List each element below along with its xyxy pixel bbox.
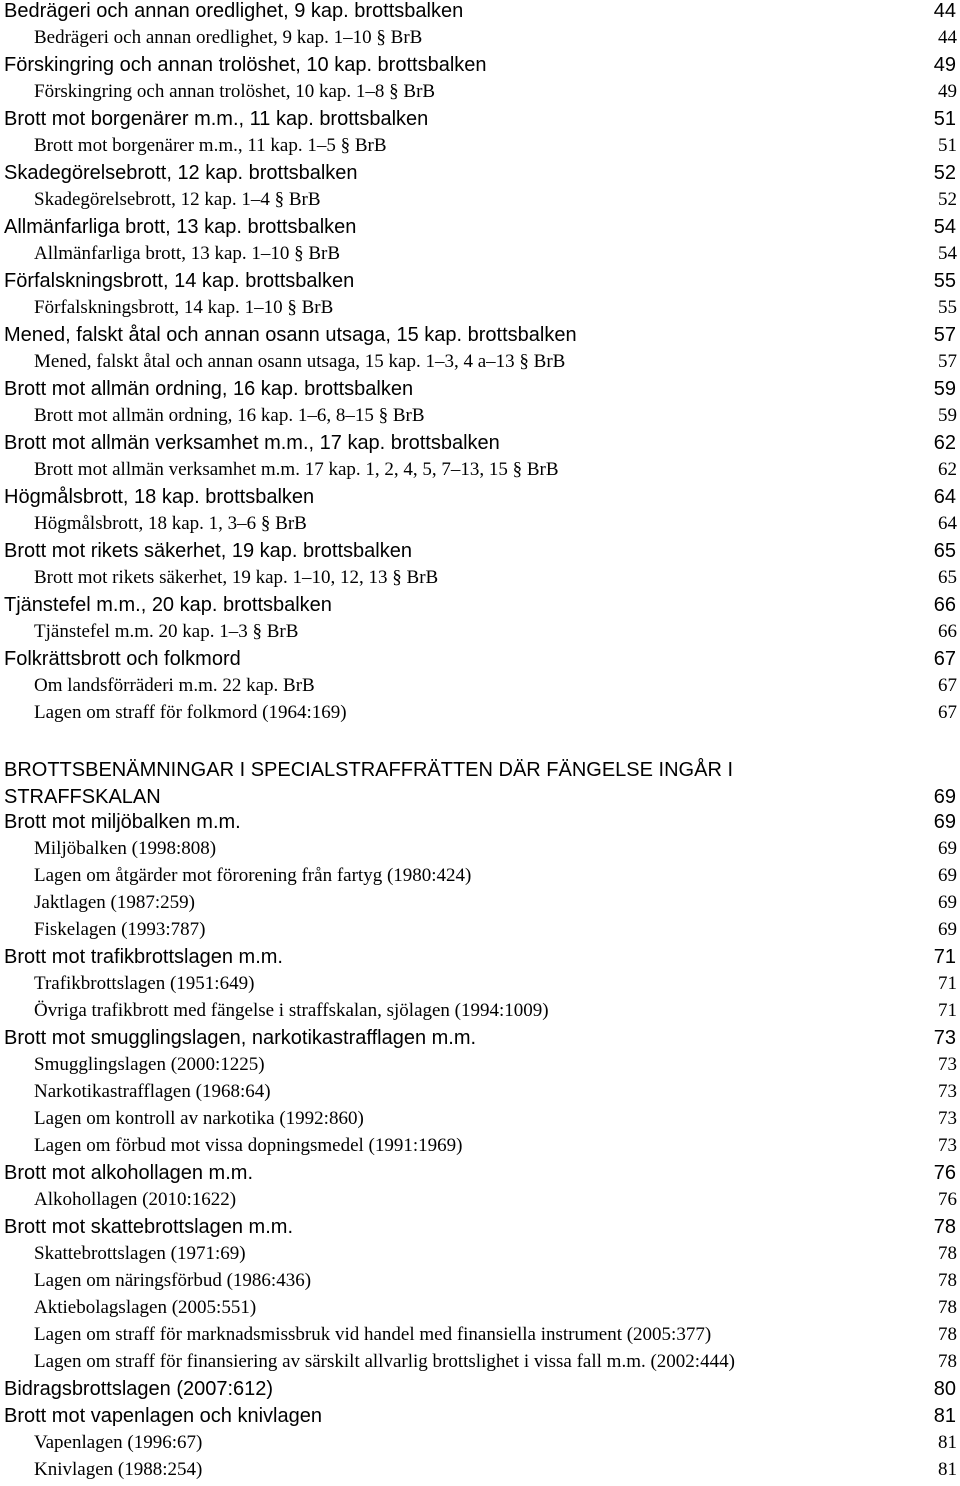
toc-subentry[interactable]	[0, 567, 960, 594]
toc-entry-title: Högmålsbrott, 18 kap. brottsbalken	[4, 486, 315, 508]
toc-entry-title: Brott mot rikets säkerhet, 19 kap. 1–10, 12, 13 § BrB	[34, 567, 439, 588]
toc-entry-title: Högmålsbrott, 18 kap. 1, 3–6 § BrB	[34, 513, 307, 534]
toc-chapter-entry[interactable]	[0, 108, 960, 135]
toc-entry-title: Brott mot borgenärer m.m., 11 kap. 1–5 § BrB	[34, 135, 387, 156]
toc-entry-title: Trafikbrottslagen (1951:649)	[34, 973, 255, 994]
toc-subentry[interactable]	[0, 243, 960, 270]
toc-subentry[interactable]	[0, 865, 960, 892]
toc-entry-title: Förskingring och annan trolöshet, 10 kap. 1–8 § BrB	[34, 81, 436, 102]
toc-subentry[interactable]	[0, 919, 960, 946]
toc-chapter-entry[interactable]	[0, 1027, 960, 1054]
toc-entry-title: Tjänstefel m.m. 20 kap. 1–3 § BrB	[34, 621, 299, 642]
toc-chapter-entry[interactable]	[0, 648, 960, 675]
toc-chapter-entry[interactable]	[0, 432, 960, 459]
toc-entry-page: 78	[938, 1243, 957, 1264]
toc-entry-title: Brott mot allmän ordning, 16 kap. 1–6, 8–15 § BrB	[34, 405, 425, 426]
toc-subentry[interactable]	[0, 189, 960, 216]
toc-subentry[interactable]	[0, 1135, 960, 1162]
section-gap	[0, 729, 960, 757]
toc-entry-title: Bedrägeri och annan oredlighet, 9 kap. 1–10 § BrB	[34, 27, 423, 48]
toc-entry-page: 67	[938, 675, 957, 696]
toc-entry-title: Mened, falskt åtal och annan osann utsaga, 15 kap. brottsbalken	[4, 324, 577, 346]
toc-entry-title: Mened, falskt åtal och annan osann utsaga, 15 kap. 1–3, 4 a–13 § BrB	[34, 351, 566, 372]
toc-entry-page: 78	[938, 1297, 957, 1318]
toc-entry-page: 51	[938, 135, 957, 156]
toc-subentry[interactable]	[0, 1243, 960, 1270]
toc-chapter-entry[interactable]	[0, 811, 960, 838]
toc-entry-title: Alkohollagen (2010:1622)	[34, 1189, 237, 1210]
toc-subentry[interactable]	[0, 1459, 960, 1486]
toc-entry-page: 78	[938, 1351, 957, 1372]
toc-entry-page: 73	[933, 1027, 956, 1049]
toc-entry-page: 71	[938, 973, 957, 994]
toc-entry-page: 49	[933, 54, 956, 76]
toc-chapter-entry[interactable]	[0, 946, 960, 973]
section-heading-line1: BROTTSBENÄMNINGAR I SPECIALSTRAFFRÄTTEN DÄR FÄNGELSE INGÅR I	[4, 759, 733, 781]
toc-subentry[interactable]	[0, 1324, 960, 1351]
toc-entry-page: 44	[938, 27, 957, 48]
toc-entry-title: Allmänfarliga brott, 13 kap. 1–10 § BrB	[34, 243, 341, 264]
toc-entry-page: 71	[933, 946, 956, 968]
toc-entry-title: Brott mot allmän ordning, 16 kap. brottsbalken	[4, 378, 414, 400]
toc-entry-title: Om landsförräderi m.m. 22 kap. BrB	[34, 675, 315, 696]
toc-subentry[interactable]	[0, 1081, 960, 1108]
toc-entry-title: Jaktlagen (1987:259)	[34, 892, 195, 913]
toc-chapter-entry[interactable]	[0, 54, 960, 81]
toc-entry-title: Aktiebolagslagen (2005:551)	[34, 1297, 257, 1318]
toc-subentry[interactable]	[0, 1297, 960, 1324]
toc-entry-page: 69	[938, 892, 957, 913]
toc-entry-page: 69	[938, 838, 957, 859]
section-heading-page: 69	[933, 786, 956, 808]
toc-group-brottsbalken	[0, 0, 960, 729]
toc-entry-page: 73	[938, 1081, 957, 1102]
toc-chapter-entry[interactable]	[0, 0, 960, 27]
toc-entry-title: Övriga trafikbrott med fängelse i straffskalan, sjölagen (1994:1009)	[34, 1000, 549, 1021]
toc-entry-page: 64	[933, 486, 956, 508]
toc-entry-title: Lagen om kontroll av narkotika (1992:860)	[34, 1108, 364, 1129]
toc-entry-page: 67	[933, 648, 956, 670]
toc-chapter-entry[interactable]	[0, 216, 960, 243]
toc-chapter-entry[interactable]	[0, 1216, 960, 1243]
toc-entry-title: Skattebrottslagen (1971:69)	[34, 1243, 246, 1264]
toc-entry-title: Bidragsbrottslagen (2007:612)	[4, 1378, 274, 1400]
toc-entry-page: 44	[933, 0, 956, 22]
toc-chapter-entry[interactable]	[0, 162, 960, 189]
toc-entry-title: Lagen om åtgärder mot förorening från fartyg (1980:424)	[34, 865, 472, 886]
toc-chapter-entry[interactable]	[0, 324, 960, 351]
toc-entry-title: Brott mot smugglingslagen, narkotikastrafflagen m.m.	[4, 1027, 477, 1049]
toc-chapter-entry[interactable]	[0, 1405, 960, 1432]
toc-subentry[interactable]	[0, 513, 960, 540]
toc-entry-page: 69	[938, 919, 957, 940]
toc-entry-page: 76	[938, 1189, 957, 1210]
toc-entry-page: 55	[938, 297, 957, 318]
toc-subentry[interactable]	[0, 675, 960, 702]
toc-entry-title: Fiskelagen (1993:787)	[34, 919, 206, 940]
toc-entry-page: 80	[933, 1378, 956, 1400]
toc-entry-title: Brott mot allmän verksamhet m.m., 17 kap. brottsbalken	[4, 432, 500, 454]
toc-entry-page: 51	[933, 108, 956, 130]
toc-entry-title: Knivlagen (1988:254)	[34, 1459, 203, 1480]
toc-entry-page: 73	[938, 1108, 957, 1129]
toc-entry-title: Lagen om straff för marknadsmissbruk vid handel med finansiella instrument (2005:377)	[34, 1324, 712, 1345]
toc-entry-page: 65	[938, 567, 957, 588]
section-heading[interactable]	[0, 757, 960, 811]
toc-group-specialstraffratten	[0, 811, 960, 1486]
toc-subentry[interactable]	[0, 621, 960, 648]
toc-entry-page: 69	[933, 811, 956, 833]
toc-subentry[interactable]	[0, 1054, 960, 1081]
toc-entry-title: Bedrägeri och annan oredlighet, 9 kap. brottsbalken	[4, 0, 464, 22]
toc-subentry[interactable]	[0, 351, 960, 378]
toc-entry-page: 67	[938, 702, 957, 723]
toc-subentry[interactable]	[0, 838, 960, 865]
toc-entry-page: 73	[938, 1054, 957, 1075]
toc-entry-title: Miljöbalken (1998:808)	[34, 838, 217, 859]
toc-subentry[interactable]	[0, 405, 960, 432]
toc-entry-title: Brott mot skattebrottslagen m.m.	[4, 1216, 293, 1238]
toc-chapter-entry[interactable]	[0, 540, 960, 567]
toc-entry-page: 69	[938, 865, 957, 886]
toc-entry-page: 49	[938, 81, 957, 102]
toc-entry-title: Brott mot borgenärer m.m., 11 kap. brottsbalken	[4, 108, 429, 130]
toc-entry-title: Lagen om straff för folkmord (1964:169)	[34, 702, 347, 723]
toc-subentry[interactable]	[0, 1189, 960, 1216]
toc-entry-title: Smugglingslagen (2000:1225)	[34, 1054, 265, 1075]
toc-subentry[interactable]	[0, 1270, 960, 1297]
toc-entry-page: 62	[938, 459, 957, 480]
toc-entry-title: Brott mot allmän verksamhet m.m. 17 kap. 1, 2, 4, 5, 7–13, 15 § BrB	[34, 459, 559, 480]
toc-entry-title: Tjänstefel m.m., 20 kap. brottsbalken	[4, 594, 332, 616]
toc-subentry[interactable]	[0, 702, 960, 729]
toc-subentry[interactable]	[0, 27, 960, 54]
toc-subentry[interactable]	[0, 135, 960, 162]
toc-entry-page: 71	[938, 1000, 957, 1021]
toc-subentry[interactable]	[0, 892, 960, 919]
toc-entry-page: 66	[938, 621, 957, 642]
toc-entry-title: Lagen om förbud mot vissa dopningsmedel (1991:1969)	[34, 1135, 463, 1156]
toc-entry-page: 73	[938, 1135, 957, 1156]
toc-entry-title: Folkrättsbrott och folkmord	[4, 648, 241, 670]
toc-entry-title: Allmänfarliga brott, 13 kap. brottsbalken	[4, 216, 357, 238]
toc-entry-page: 81	[938, 1432, 957, 1453]
toc-subentry[interactable]	[0, 459, 960, 486]
toc-entry-title: Vapenlagen (1996:67)	[34, 1432, 203, 1453]
toc-entry-title: Förfalskningsbrott, 14 kap. brottsbalken	[4, 270, 355, 292]
toc-entry-page: 66	[933, 594, 956, 616]
toc-entry-title: Narkotikastrafflagen (1968:64)	[34, 1081, 271, 1102]
toc-entry-title: Lagen om straff för finansiering av särskilt allvarlig brottslighet i vissa fall m.m. (2002:444)	[34, 1351, 735, 1372]
toc-subentry[interactable]	[0, 973, 960, 1000]
toc-chapter-entry[interactable]	[0, 270, 960, 297]
toc-entry-title: Skadegörelsebrott, 12 kap. brottsbalken	[4, 162, 358, 184]
toc-entry-title: Lagen om näringsförbud (1986:436)	[34, 1270, 312, 1291]
toc-entry-page: 59	[938, 405, 957, 426]
toc-subentry[interactable]	[0, 1432, 960, 1459]
toc-chapter-entry[interactable]	[0, 378, 960, 405]
toc-entry-page: 52	[938, 189, 957, 210]
toc-entry-page: 52	[933, 162, 956, 184]
toc-subentry[interactable]	[0, 81, 960, 108]
toc-entry-page: 62	[933, 432, 956, 454]
toc-chapter-entry[interactable]	[0, 1378, 960, 1405]
toc-entry-page: 76	[933, 1162, 956, 1184]
toc-chapter-entry[interactable]	[0, 1162, 960, 1189]
toc-entry-title: Skadegörelsebrott, 12 kap. 1–4 § BrB	[34, 189, 321, 210]
toc-entry-page: 54	[933, 216, 956, 238]
toc-chapter-entry[interactable]	[0, 486, 960, 513]
toc-entry-title: Förskingring och annan trolöshet, 10 kap. brottsbalken	[4, 54, 487, 76]
toc-entry-page: 57	[933, 324, 956, 346]
toc-subentry[interactable]	[0, 1351, 960, 1378]
toc-entry-title: Brott mot trafikbrottslagen m.m.	[4, 946, 283, 968]
toc-entry-page: 78	[938, 1270, 957, 1291]
section-heading-line2: STRAFFSKALAN	[4, 786, 161, 808]
toc-subentry[interactable]	[0, 1000, 960, 1027]
toc-entry-title: Brott mot rikets säkerhet, 19 kap. brottsbalken	[4, 540, 412, 562]
toc-entry-page: 81	[933, 1405, 956, 1427]
toc-entry-title: Brott mot miljöbalken m.m.	[4, 811, 241, 833]
toc-subentry[interactable]	[0, 297, 960, 324]
toc-subentry[interactable]	[0, 1108, 960, 1135]
toc-entry-page: 55	[933, 270, 956, 292]
toc-entry-title: Brott mot vapenlagen och knivlagen	[4, 1405, 322, 1427]
toc-entry-page: 81	[938, 1459, 957, 1480]
toc-entry-page: 57	[938, 351, 957, 372]
toc-entry-page: 65	[933, 540, 956, 562]
toc-entry-page: 78	[938, 1324, 957, 1345]
toc-chapter-entry[interactable]	[0, 594, 960, 621]
toc-entry-page: 64	[938, 513, 957, 534]
toc-entry-page: 59	[933, 378, 956, 400]
toc-entry-page: 78	[933, 1216, 956, 1238]
toc-entry-title: Förfalskningsbrott, 14 kap. 1–10 § BrB	[34, 297, 334, 318]
toc-entry-title: Brott mot alkohollagen m.m.	[4, 1162, 253, 1184]
toc-entry-page: 54	[938, 243, 957, 264]
